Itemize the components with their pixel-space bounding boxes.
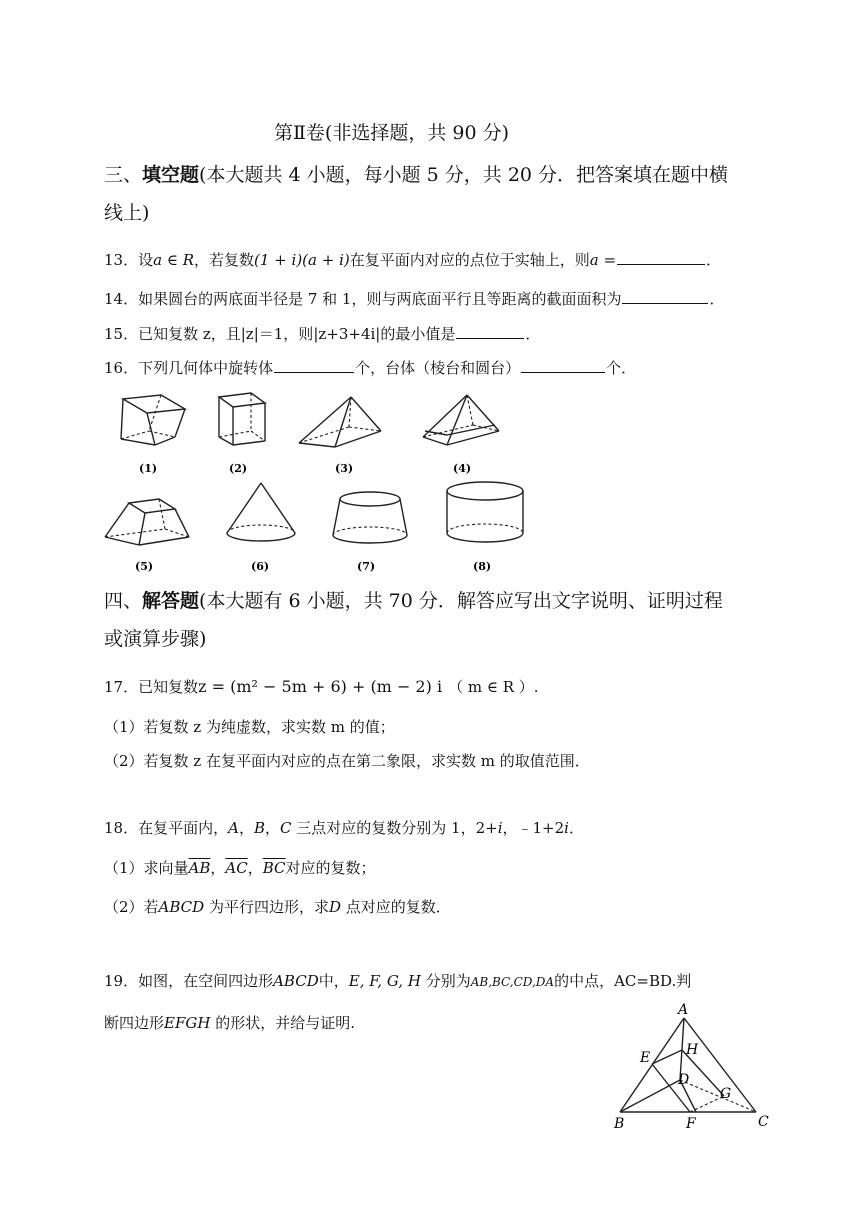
solid-8-cylinder xyxy=(447,482,523,542)
section3-bold: 填空题 xyxy=(142,164,200,186)
q15-end: ． xyxy=(525,325,541,343)
q18-part1: （1）求向量$\overline{AB}$，$\overline{AC}$，$\overline{BC}$对应的复数； xyxy=(104,859,376,877)
q19-abcd: ABCD xyxy=(273,972,319,990)
question-17 xyxy=(104,676,539,697)
q18-f: C xyxy=(280,819,292,837)
q19-efgh2: EFGH xyxy=(164,1014,211,1032)
section4-bold: 解答题 xyxy=(142,590,200,612)
solid-label-8: (8) xyxy=(473,560,492,573)
q18-l: i xyxy=(564,819,569,837)
solid-label-1: (1) xyxy=(139,462,158,475)
q18-p2-post: 点对应的复数． xyxy=(341,898,451,916)
q13-math1: a ∈ R xyxy=(153,251,194,269)
q14-answer-blank[interactable] xyxy=(622,288,708,304)
q19-d: 的中点，AC=BD.判 xyxy=(554,972,692,990)
tetrahedron-figure xyxy=(606,1000,786,1136)
q18-part2 xyxy=(104,896,451,917)
section3-rest: (本大题共 4 小题，每小题 5 分，共 20 分．把答案填在题中横 xyxy=(199,164,729,186)
label-D: D xyxy=(678,1072,690,1088)
q18-k: ，﹣1+2 xyxy=(502,819,565,837)
q13-math2: (1 + i)(a + i) xyxy=(254,251,350,269)
q16-t3: 个． xyxy=(606,359,637,377)
q13-num: 13． xyxy=(104,251,139,269)
q13-t1: 设 xyxy=(138,251,154,269)
q13-t3: 在复平面内对应的点位于实轴上，则 xyxy=(349,251,590,269)
q14-end: ． xyxy=(709,290,725,308)
solid-label-6: (6) xyxy=(251,560,270,573)
question-14 xyxy=(104,288,725,309)
q16-blank-2[interactable] xyxy=(521,357,605,373)
q17-part1: （1）若复数 z 为纯虚数，求实数 m 的值； xyxy=(104,718,395,736)
section3-prefix: 三、 xyxy=(104,164,143,186)
solids-figure xyxy=(95,385,545,580)
q17-formula: z = (m² − 5m + 6) + (m − 2) i xyxy=(198,677,443,696)
q19-mids: AB,BC,CD,DA xyxy=(470,975,555,989)
q19-c: 分别为 xyxy=(420,972,471,990)
q15-answer-blank[interactable] xyxy=(456,323,524,339)
q16-blank-1[interactable] xyxy=(274,357,354,373)
q13-t2: ，若复数 xyxy=(194,251,255,269)
solid-2-rect-prism xyxy=(219,393,265,445)
q18-p2-d: D xyxy=(328,898,341,916)
q17-intro: 17．已知复数 xyxy=(104,678,199,696)
q16-t2: 个，台体（棱台和圆台） xyxy=(355,359,521,377)
label-F: F xyxy=(686,1116,696,1132)
solid-label-3: (3) xyxy=(335,462,354,475)
question-19 xyxy=(104,970,691,991)
q15-text: 15．已知复数 z，且|z|＝1，则|z+3+4i|的最小值是 xyxy=(104,325,456,343)
q13-end: ． xyxy=(706,251,722,269)
solid-label-2: (2) xyxy=(229,462,248,475)
q19-line2-pre: 断四边形 xyxy=(104,1014,165,1032)
q19-a: 19．如图，在空间四边形 xyxy=(104,972,274,990)
label-C: C xyxy=(758,1114,769,1130)
solid-label-7: (7) xyxy=(357,560,376,573)
q14-text: 14．如果圆台的两底面半径是 7 和 1，则与两底面平行且等距离的截面面积为 xyxy=(104,290,622,308)
question-16 xyxy=(104,357,636,378)
q19-b: 中， xyxy=(318,972,349,990)
q18-p2-pre: （2）若 xyxy=(104,898,159,916)
q18-p1-post: 对应的复数； xyxy=(285,859,376,877)
label-H: H xyxy=(686,1042,699,1058)
q17-cond: （ m ∈ R ）. xyxy=(448,678,539,696)
vector-bc: $\overline{BC}$ xyxy=(262,859,286,877)
q19-line2-post: 的形状，并给与证明. xyxy=(210,1014,355,1032)
q18-c: ， xyxy=(238,819,254,837)
q18-a: 18．在复平面内， xyxy=(104,819,229,837)
q18-b: A xyxy=(228,819,239,837)
section4-rest: (本大题有 6 小题，共 70 分．解答应写出文字说明、证明过程 xyxy=(199,590,723,612)
solid-5-pyramid-frustum xyxy=(105,499,189,545)
solid-label-4: (4) xyxy=(453,462,472,475)
q19-line2 xyxy=(104,1012,355,1033)
question-18 xyxy=(104,817,584,838)
question-15 xyxy=(104,323,540,344)
solid-6-cone xyxy=(227,483,295,541)
section4-heading xyxy=(104,586,723,613)
vector-ab: $\overline{AB}$ xyxy=(188,859,211,877)
q18-d: B xyxy=(253,819,265,837)
label-E: E xyxy=(640,1050,651,1066)
label-A: A xyxy=(678,1002,689,1018)
q18-h: i xyxy=(497,819,503,837)
q16-t1: 16．下列几何体中旋转体 xyxy=(104,359,274,377)
solid-1-oblique-prism xyxy=(121,395,185,445)
section3-heading-line2: 线上) xyxy=(104,202,150,224)
q13-answer-blank[interactable] xyxy=(617,249,705,265)
label-B: B xyxy=(614,1116,625,1132)
question-13 xyxy=(104,249,721,270)
section3-heading xyxy=(104,160,728,187)
solid-label-5: (5) xyxy=(135,560,154,573)
q18-p2-mid: 为平行四边形，求 xyxy=(204,898,329,916)
solid-4-pyramid xyxy=(423,395,499,445)
label-G: G xyxy=(720,1086,732,1102)
q18-p1-pre: （1）求向量 xyxy=(104,859,189,877)
q19-efgh: E, F, G, H xyxy=(348,972,421,990)
part-title: 第Ⅱ卷(非选择题，共 90 分) xyxy=(274,122,509,144)
q18-m: ． xyxy=(568,819,584,837)
solid-7-cone-frustum xyxy=(333,492,407,543)
q18-g: 三点对应的复数分别为 1，2+ xyxy=(291,819,498,837)
section4-heading-line2: 或演算步骤) xyxy=(104,628,207,650)
q18-p2-abcd: ABCD xyxy=(158,898,205,916)
section4-prefix: 四、 xyxy=(104,590,143,612)
vector-ac: $\overline{AC}$ xyxy=(225,859,248,877)
q13-math3: a = xyxy=(589,251,617,269)
q18-e: ， xyxy=(264,819,280,837)
q17-part2: （2）若复数 z 在复平面内对应的点在第二象限，求实数 m 的取值范围． xyxy=(104,752,590,770)
solid-3-pyramid xyxy=(299,397,381,447)
